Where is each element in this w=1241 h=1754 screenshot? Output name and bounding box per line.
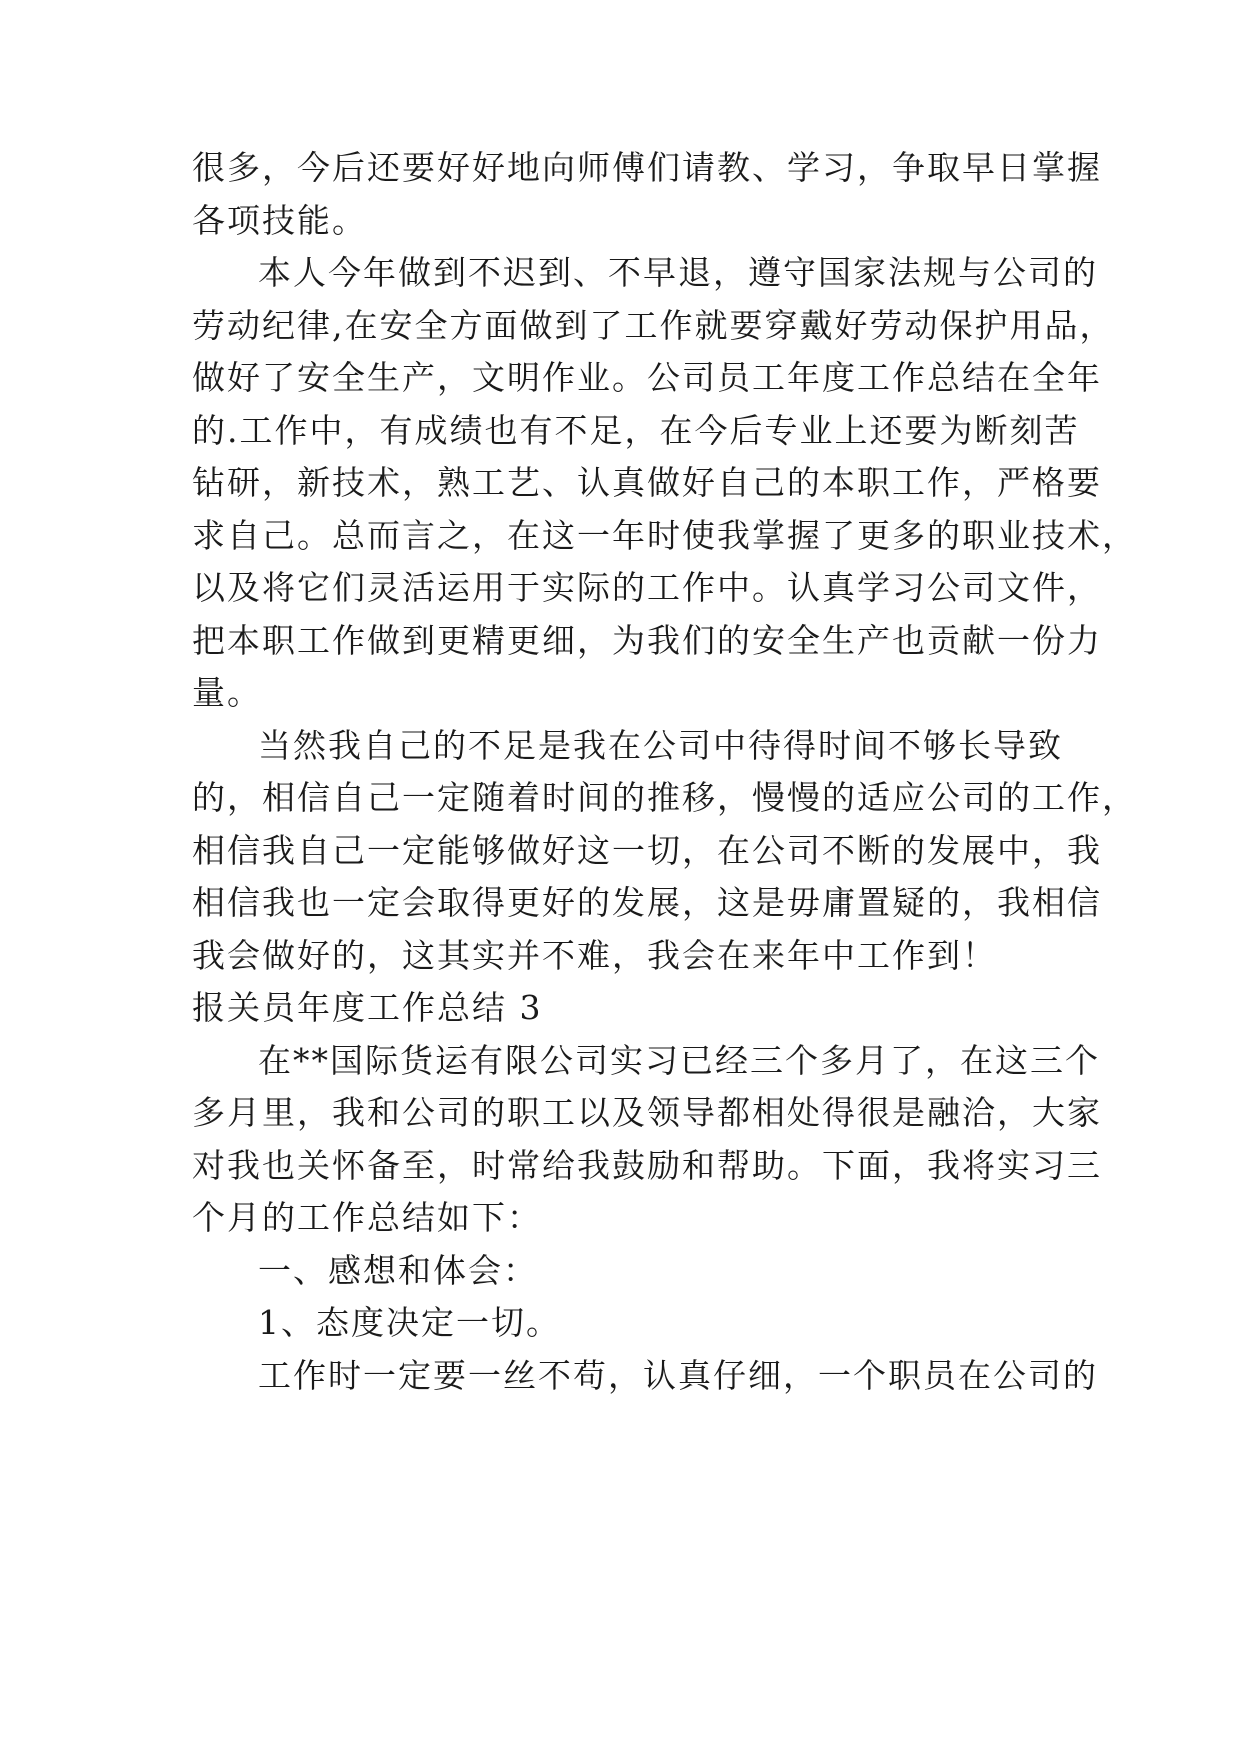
text-line: 量。	[192, 673, 262, 712]
text-line: 把本职工作做到更精更细，为我们的安全生产也贡献一份力	[192, 621, 1102, 660]
section-heading: 报关员年度工作总结 3	[192, 988, 543, 1027]
text-line: 本人今年做到不迟到、不早退，遵守国家法规与公司的	[258, 253, 1098, 292]
subheading: 一、感想和体会：	[258, 1251, 538, 1290]
text-line: 劳动纪律,在安全方面做到了工作就要穿戴好劳动保护用品，	[192, 306, 1115, 345]
text-line: 以及将它们灵活运用于实际的工作中。认真学习公司文件，	[192, 568, 1102, 607]
text-line: 多月里，我和公司的职工以及领导都相处得很是融洽，大家	[192, 1093, 1102, 1132]
text-line: 的，相信自己一定随着时间的推移，慢慢的适应公司的工作，	[192, 778, 1137, 817]
text-line: 对我也关怀备至，时常给我鼓励和帮助。下面，我将实习三	[192, 1146, 1102, 1185]
text-line: 工作时一定要一丝不苟，认真仔细，一个职员在公司的	[258, 1356, 1098, 1395]
text-line: 很多，今后还要好好地向师傅们请教、学习，争取早日掌握	[192, 148, 1102, 187]
text-line: 个月的工作总结如下：	[192, 1198, 542, 1237]
text-line: 相信我也一定会取得更好的发展，这是毋庸置疑的，我相信	[192, 883, 1102, 922]
text-line: 的.工作中，有成绩也有不足，在今后专业上还要为断刻苦	[192, 411, 1080, 450]
text-line: 做好了安全生产，文明作业。公司员工年度工作总结在全年	[192, 358, 1102, 397]
list-item: 1、态度决定一切。	[258, 1303, 561, 1342]
text-line: 钻研，新技术，熟工艺、认真做好自己的本职工作，严格要	[192, 463, 1102, 502]
text-line: 求自己。总而言之，在这一年时使我掌握了更多的职业技术，	[192, 516, 1137, 555]
text-line: 在**国际货运有限公司实习已经三个多月了，在这三个	[258, 1041, 1100, 1080]
text-line: 当然我自己的不足是我在公司中待得时间不够长导致	[258, 726, 1063, 765]
text-line: 各项技能。	[192, 201, 367, 240]
text-line: 我会做好的，这其实并不难，我会在来年中工作到！	[192, 936, 997, 975]
text-line: 相信我自己一定能够做好这一切，在公司不断的发展中，我	[192, 831, 1102, 870]
